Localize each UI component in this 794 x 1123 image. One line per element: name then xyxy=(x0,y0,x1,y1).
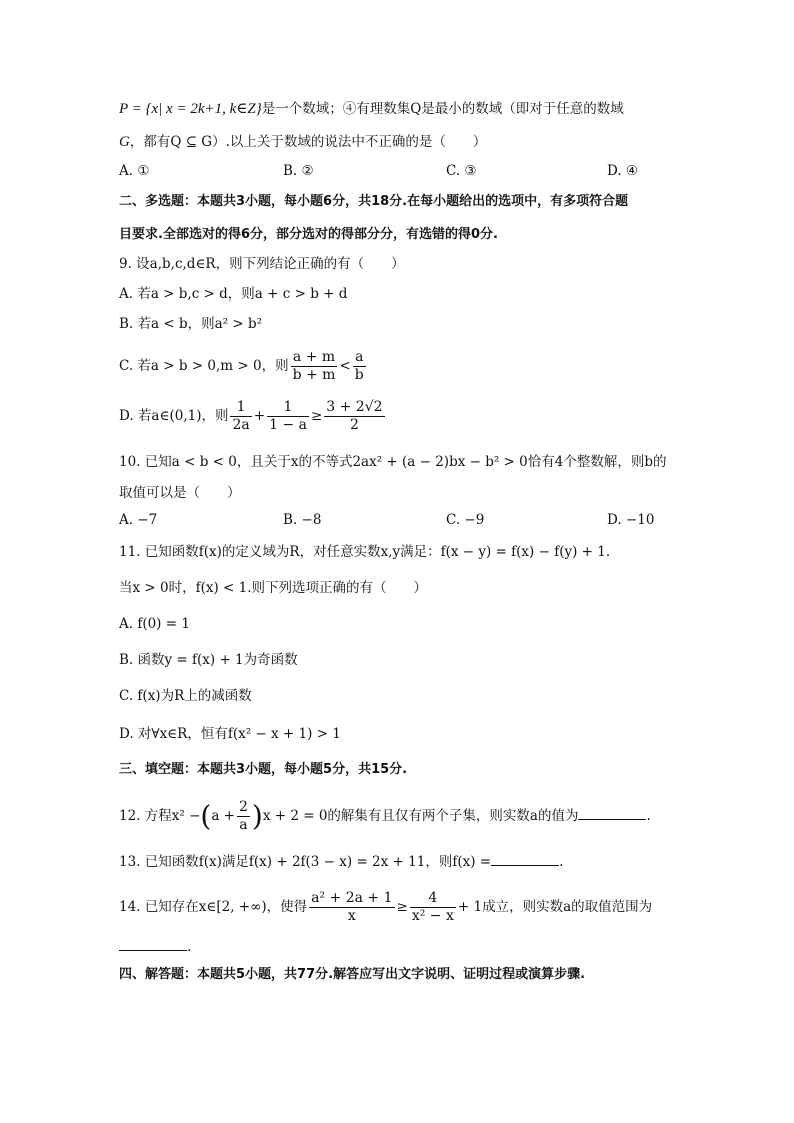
q10-option-b: B. −8 xyxy=(283,512,322,528)
q8-line1 xyxy=(119,100,624,118)
q10-option-d: D. −10 xyxy=(607,512,655,528)
q9-c-fraction-2 xyxy=(353,349,366,384)
q9-d-plus: + xyxy=(253,408,266,424)
q14-prefix: 14. 已知存在x∈[2, +∞)，使得 xyxy=(119,899,308,915)
q13-answer-blank[interactable] xyxy=(491,851,559,866)
q10-line1: 10. 已知a < b < 0，且关于x的不等式2ax² + (a − 2)bx − b² > 0恰有4个整数解，则b的 xyxy=(119,454,667,470)
q14-fraction-1 xyxy=(309,890,394,925)
q9-c-num1: a + m xyxy=(292,349,336,365)
q12-paren-left: ( xyxy=(200,799,212,833)
q12-num: 2 xyxy=(238,799,248,815)
q9-option-c xyxy=(119,346,368,386)
q9-c-lt: < xyxy=(339,358,351,374)
q9-d-den3: 2 xyxy=(324,416,384,434)
q9-c-den2: b xyxy=(354,367,364,383)
q12-answer-blank[interactable] xyxy=(578,805,646,820)
q14-fraction-2 xyxy=(410,890,456,925)
q8-line2 xyxy=(119,133,486,151)
q12-a-plus: a + xyxy=(211,808,235,824)
section2-heading-line1: 二、多选题：本题共3小题，每小题6分，共18分.在每小题给出的选项中，有多项符合题 xyxy=(119,194,629,209)
q9-d-fraction-2 xyxy=(267,399,309,434)
q14-den1: x xyxy=(309,907,394,925)
q11-option-c: C. f(x)为R上的减函数 xyxy=(119,688,252,704)
q10-option-c: C. −9 xyxy=(446,512,485,528)
q12-prefix: 12. 方程x² − xyxy=(119,808,201,824)
q8-set-math: P = {x| x = 2k+1, k∈Z} xyxy=(119,101,262,117)
q9-d-num3: 3 + 2√2 xyxy=(326,399,383,415)
q13-line xyxy=(119,851,563,871)
q8-option-c: C. ③ xyxy=(446,163,477,179)
q9-c-den1: b + m xyxy=(292,367,336,383)
q9-option-a: A. 若a > b,c > d，则a + c > b + d xyxy=(119,286,348,302)
q11-option-d: D. 对∀x∈R，恒有f(x² − x + 1) > 1 xyxy=(119,726,341,742)
q11-line2: 当x > 0时，f(x) < 1.则下列选项正确的有（ ） xyxy=(119,580,428,596)
section3-heading: 三、填空题：本题共3小题，每小题5分，共15分. xyxy=(119,762,408,777)
q8-g-math: G xyxy=(119,134,130,150)
q9-d-den2: 1 − a xyxy=(269,417,307,433)
q13-end: . xyxy=(559,854,564,870)
q10-option-a: A. −7 xyxy=(119,512,158,528)
q12-suffix: x + 2 = 0的解集有且仅有两个子集，则实数a的值为 xyxy=(262,808,579,824)
q14-end: . xyxy=(187,939,192,955)
q8-option-a: A. ① xyxy=(119,163,150,179)
q8-line1-text: 是一个数域；④有理数集Q是最小的数域（即对于任意的数域 xyxy=(261,101,624,117)
section4-heading: 四、解答题：本题共5小题，共77分.解答应写出文字说明、证明过程或演算步骤. xyxy=(119,967,586,982)
q9-c-num2: a xyxy=(355,349,364,365)
q14-line xyxy=(119,885,652,929)
q14-den2: x² − x xyxy=(411,908,454,924)
q12-end: . xyxy=(646,808,651,824)
q11-option-a: A. f(0) = 1 xyxy=(119,616,190,632)
q9-option-b: B. 若a < b，则a² > b² xyxy=(119,316,262,332)
q14-ge: ≥ xyxy=(396,899,408,915)
q12-line xyxy=(119,796,651,837)
q9-stem: 9. 设a,b,c,d∈R，则下列结论正确的有（ ） xyxy=(119,256,405,272)
q14-num2: 4 xyxy=(428,890,438,906)
q11-line1: 11. 已知函数f(x)的定义域为R，对任意实数x,y满足：f(x − y) = f(x) − f(y) + 1. xyxy=(119,544,611,560)
q9-d-fraction-1 xyxy=(230,399,251,434)
q9-d-ge: ≥ xyxy=(310,408,323,424)
q14-answer-blank[interactable] xyxy=(119,936,187,951)
q12-fraction xyxy=(237,799,250,834)
q9-d-den1: 2a xyxy=(232,417,250,433)
q13-text: 13. 已知函数f(x)满足f(x) + 2f(3 − x) = 2x + 11，则f(x) = xyxy=(119,854,492,870)
q11-option-b: B. 函数y = f(x) + 1为奇函数 xyxy=(119,652,298,668)
q9-d-prefix: D. 若a∈(0,1)，则 xyxy=(119,408,229,424)
section2-heading-line2: 目要求.全部选对的得6分，部分选对的得部分分，有选错的得0分. xyxy=(119,227,498,242)
q9-c-fraction-1 xyxy=(291,349,338,384)
q9-d-fraction-3 xyxy=(324,399,384,434)
q12-den: a xyxy=(237,816,250,834)
q9-c-prefix: C. 若a > b > 0,m > 0，则 xyxy=(119,358,289,374)
q14-num1: a² + 2a + 1 xyxy=(311,890,393,906)
q9-option-d xyxy=(119,395,387,437)
q10-line2: 取值可以是（ ） xyxy=(119,485,241,501)
q14-suffix: + 1成立，则实数a的取值范围为 xyxy=(457,899,653,915)
q8-line2-text: ，都有Q ⊆ G）.以上关于数域的说法中不正确的是（ ） xyxy=(129,134,487,150)
q12-paren-right: ) xyxy=(251,799,263,833)
q9-d-num1: 1 xyxy=(236,399,246,415)
q14-line2 xyxy=(119,936,191,956)
q9-d-num2: 1 xyxy=(283,399,293,415)
q8-option-b: B. ② xyxy=(283,163,314,179)
q8-option-d: D. ④ xyxy=(607,163,639,179)
